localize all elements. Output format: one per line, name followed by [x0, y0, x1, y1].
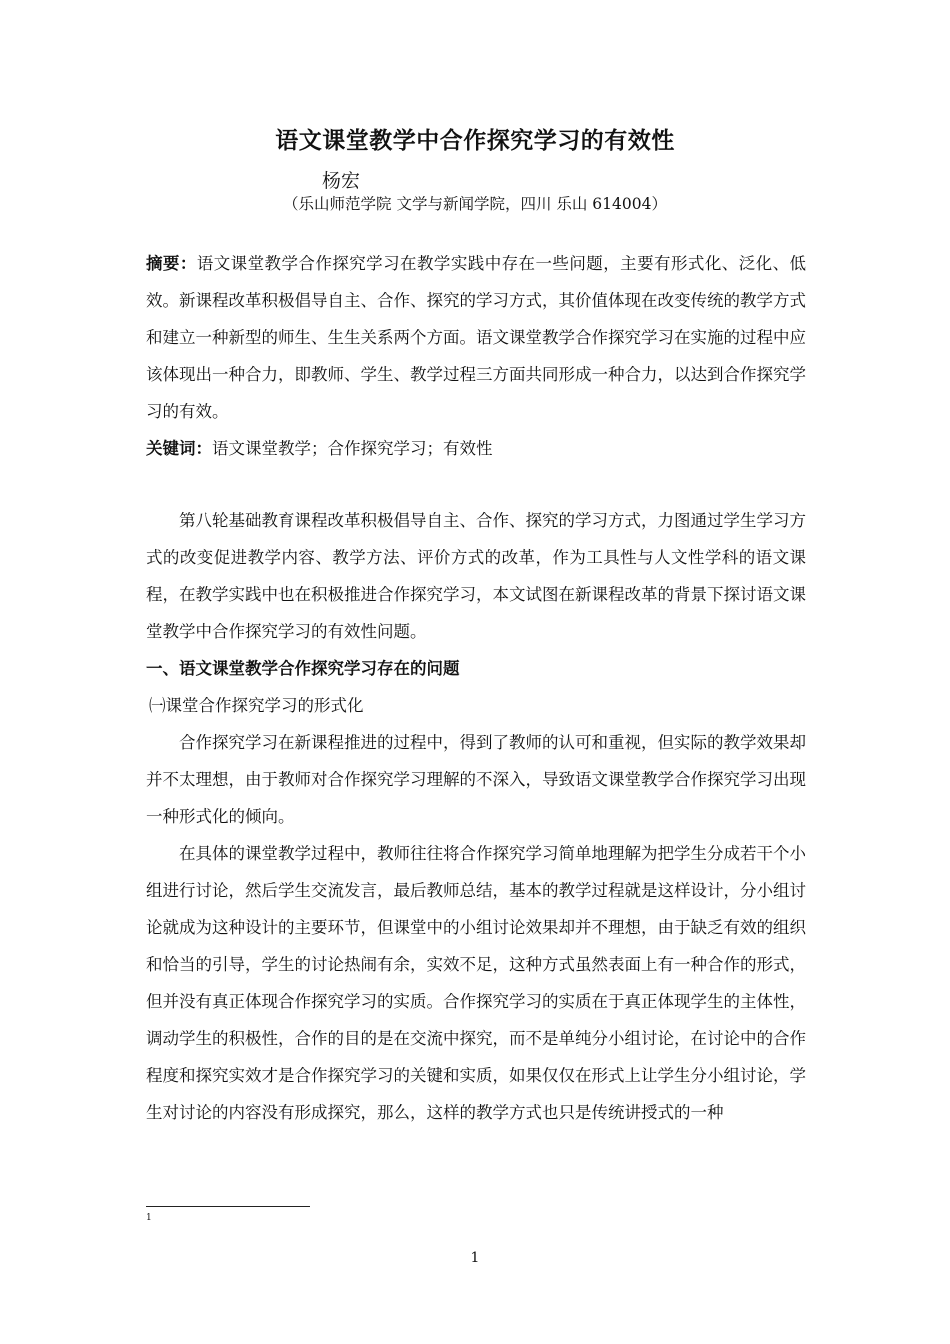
keywords — [146, 430, 806, 467]
abstract-text: 语文课堂教学合作探究学习在教学实践中存在一些问题，主要有形式化、泛化、低效。新课程改革积极倡导自主、合作、探究的学习方式，其价值体现在改变传统的教学方式和建立一种新型的师生、生生关系两个方面。语文课堂教学合作探究学习在实施的过程中应该体现出一种合力，即教师、学生、教学过程三方面共同形成一种合力，以达到合作探究学习的有效。 — [146, 254, 807, 421]
paper-title: 语文课堂教学中合作探究学习的有效性 — [275, 128, 675, 154]
author-name: 杨宏 — [322, 170, 361, 192]
footnote-marker: 1 — [146, 1213, 152, 1223]
body-text — [146, 502, 806, 1131]
abstract-label: 摘要： — [146, 254, 197, 273]
abstract — [146, 245, 806, 430]
subsection-heading: ㈠课堂合作探究学习的形式化 — [149, 696, 364, 715]
body-paragraph: 在具体的课堂教学过程中，教师往往将合作探究学习简单地理解为把学生分成若干个小组进行讨论，然后学生交流发言，最后教师总结，基本的教学过程就是这样设计，分小组讨论就成为这种设计的主要环节，但课堂中的小组讨论效果却并不理想，由于缺乏有效的组织和恰当的引导，学生的讨论热闹有余，实效不足，这种方式虽然表面上有一种合作的形式，但并没有真正体现合作探究学习的实质。合作探究学习的实质在于真正体现学生的主体性，调动学生的积极性，合作的目的是在交流中探究，而不是单纯分小组讨论，在讨论中的合作程度和探究实效才是合作探究学习的关键和实质，如果仅仅在形式上让学生分小组讨论，学生对讨论的内容没有形成探究，那么，这样的教学方式也只是传统讲授式的一种 — [146, 844, 806, 1122]
footnote-separator — [146, 1206, 310, 1207]
author-affiliation: （乐山师范学院 文学与新闻学院，四川 乐山 614004） — [283, 195, 667, 213]
keywords-label: 关键词： — [146, 439, 212, 458]
body-paragraph: 合作探究学习在新课程推进的过程中，得到了教师的认可和重视，但实际的教学效果却并不太理想，由于教师对合作探究学习理解的不深入，导致语文课堂教学合作探究学习出现一种形式化的倾向。 — [146, 733, 806, 826]
intro-paragraph: 第八轮基础教育课程改革积极倡导自主、合作、探究的学习方式，力图通过学生学习方式的改变促进教学内容、教学方法、评价方式的改革，作为工具性与人文性学科的语文课程，在教学实践中也在积极推进合作探究学习，本文试图在新课程改革的背景下探讨语文课堂教学中合作探究学习的有效性问题。 — [146, 511, 806, 641]
keywords-text: 语文课堂教学；合作探究学习；有效性 — [212, 439, 493, 458]
section-heading: 一、语文课堂教学合作探究学习存在的问题 — [146, 659, 460, 678]
page-number: 1 — [470, 1250, 480, 1266]
